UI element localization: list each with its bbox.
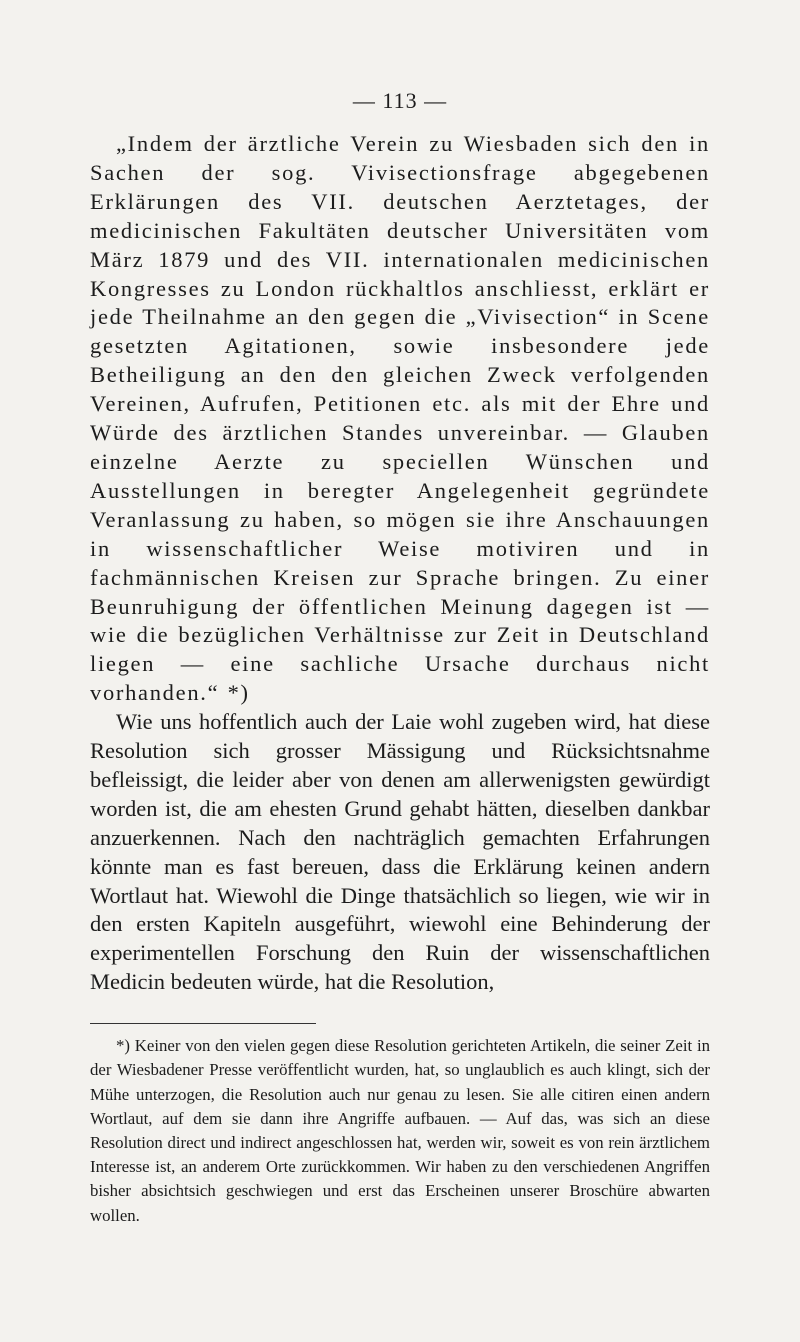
body-text: [90, 708, 710, 997]
footnote-divider: [90, 1023, 316, 1024]
footnote: [90, 1034, 710, 1228]
footnote-text: *) Keiner von den vielen gegen diese Resolution gerichteten Artikeln, die seiner Zeit in der Wiesbadener Presse veröffentlicht wurden, hat, so unglaublich es auch klingt, sich der Mühe unterzogen, die Resolution auch nur genau zu lesen. Sie alle citiren einen andern Wortlaut, auf dem sie dann ihre Angriffe aufbauen. — Auf das, was sich an diese Resolution direct und indirect angeschlossen hat, werden wir, soweit es von rein ärztlichem Interesse ist, an anderem Orte zurückkommen. Wir haben zu den verschiedenen Angriffen bisher absichtsich geschwiegen und erst das Erscheinen unserer Broschüre abwarten wollen.: [90, 1036, 710, 1225]
commentary-paragraph: Wie uns hoffentlich auch der Laie wohl zugeben wird, hat diese Resolution sich grosser Mässigung und Rücksichtsnahme befleissigt, die leider aber von denen am allerwenigsten gewürdigt worden ist, die am ehesten Grund gehabt hätten, dieselben dankbar anzuerkennen. Nach den nachträglich gemachten Erfahrungen könnte man es fast bereuen, dass die Erklärung keinen andern Wortlaut hat. Wiewohl die Dinge thatsächlich so liegen, wie wir in den ersten Kapiteln ausgeführt, wiewohl eine Behinderung der experimentellen Forschung den Ruin der wissenschaftlichen Medicin bedeuten würde, hat die Resolution,: [90, 709, 710, 995]
resolution-paragraph: „Indem der ärztliche Verein zu Wiesbaden sich den in Sachen der sog. Vivisectionsfrage abgegebenen Erklärungen des VII. deutschen Aerztetages, der medicinischen Fakultäten deutscher Universitäten vom März 1879 und des VII. internationalen medicinischen Kongresses zu London rückhaltlos anschliesst, erklärt er jede Theilnahme an den gegen die „Vivisection“ in Scene gesetzten Agitationen, sowie insbesondere jede Betheiligung an den den gleichen Zweck verfolgenden Vereinen, Aufrufen, Petitionen etc. als mit der Ehre und Würde des ärztlichen Standes unvereinbar. — Glauben einzelne Aerzte zu speciellen Wünschen und Ausstellungen in beregter Angelegenheit gegründete Veranlassung zu haben, so mögen sie ihre Anschauungen in wissenschaftlicher Weise motiviren und in fachmännischen Kreisen zur Sprache bringen. Zu einer Beunruhigung der öffentlichen Meinung dagegen ist — wie die bezüglichen Verhältnisse zur Zeit in Deutschland liegen — eine sachliche Ursache durchaus nicht vorhanden.“ *): [90, 131, 710, 706]
page-number: — 113 —: [352, 88, 448, 113]
quoted-resolution: [90, 130, 710, 708]
